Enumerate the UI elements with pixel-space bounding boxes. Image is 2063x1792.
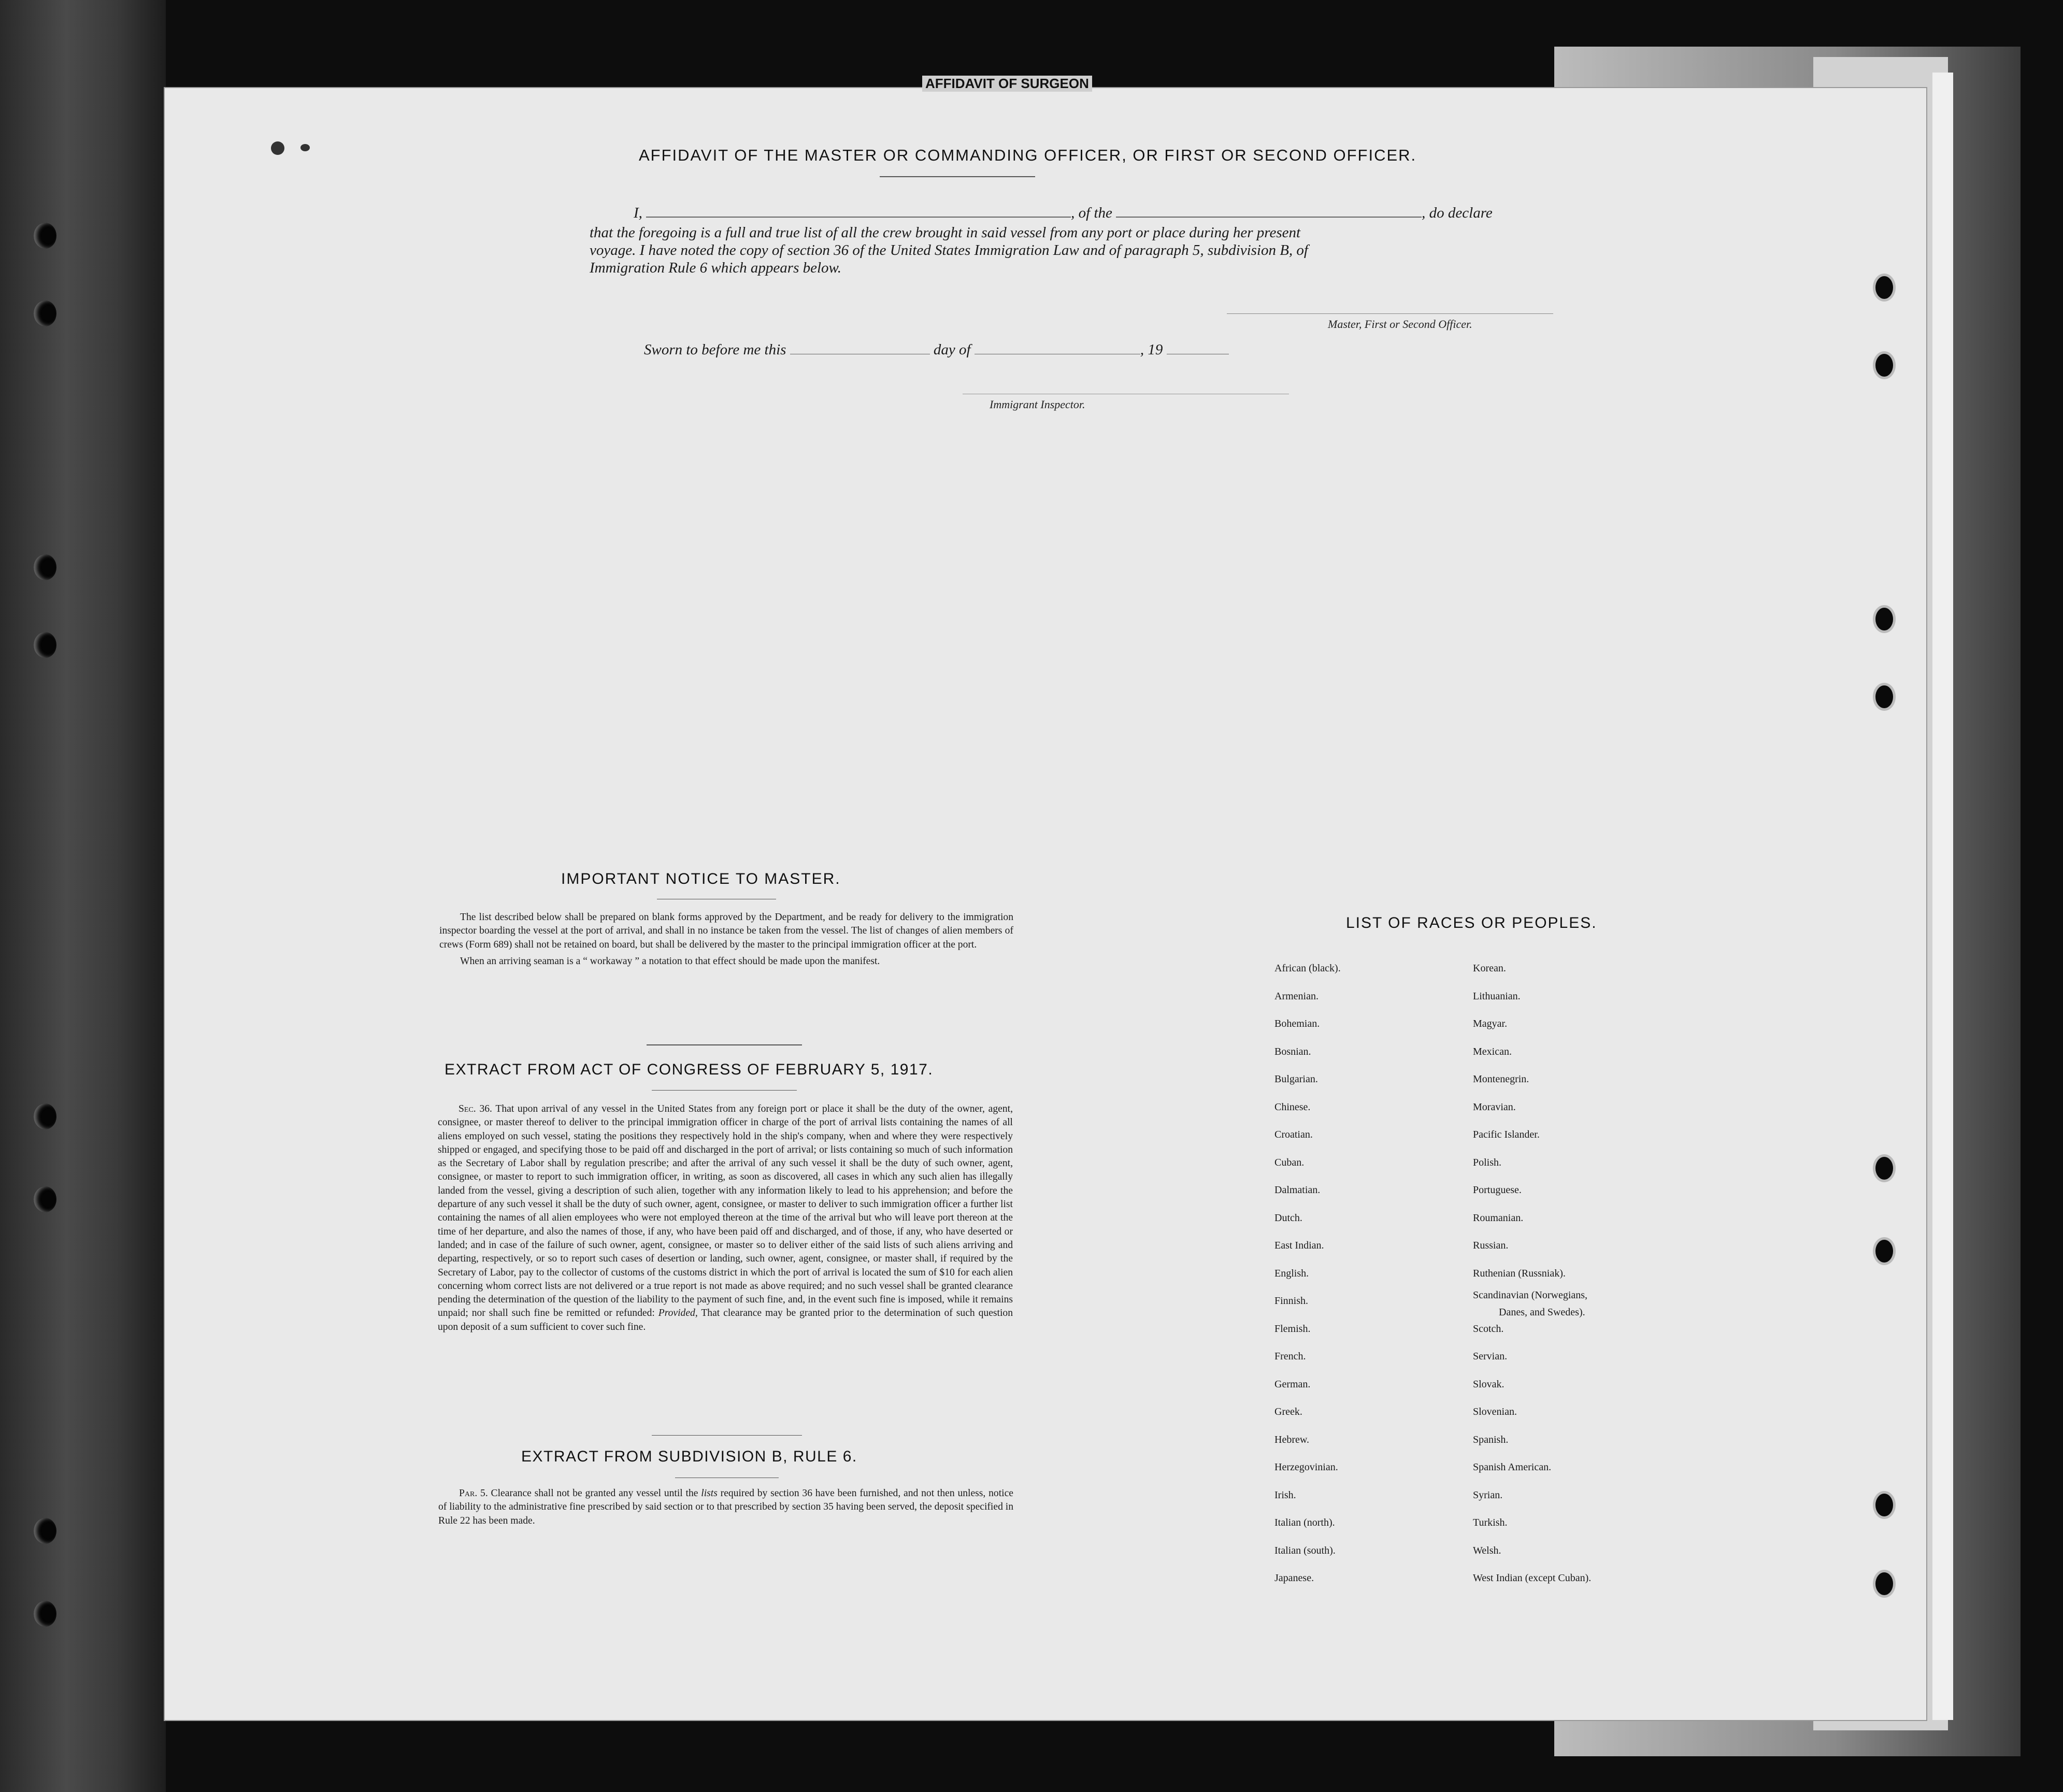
section-label: Sec. 36.: [459, 1103, 492, 1114]
month-blank[interactable]: [975, 340, 1140, 354]
section-36-paragraph: [438, 1102, 1013, 1334]
binder-hole: [34, 1518, 56, 1544]
binder-hole: [34, 1186, 56, 1212]
race-item: Dalmatian.: [1274, 1184, 1321, 1196]
lists-word: lists: [701, 1488, 718, 1499]
race-item: African (black).: [1274, 963, 1341, 974]
race-item: Ruthenian (Russniak).: [1473, 1267, 1566, 1279]
ink-spot: [271, 141, 284, 155]
binder-hole: [34, 1103, 56, 1129]
race-item: Dutch.: [1274, 1212, 1302, 1224]
race-item: Bosnian.: [1274, 1045, 1311, 1057]
race-item: Japanese.: [1274, 1572, 1314, 1584]
race-item: German.: [1274, 1378, 1311, 1390]
year-blank[interactable]: [1167, 340, 1229, 354]
back-page-edge: [1932, 73, 1953, 1720]
affidavit-line-2: that the foregoing is a full and true list of all the crew brought in said vessel from any port or place during her present: [590, 224, 1301, 241]
extract-act-text: [438, 1102, 1013, 1334]
affidavit-of-the-label: , of the: [1071, 205, 1112, 221]
binder-hole: [34, 223, 56, 249]
race-item: Scandinavian (Norwegians,: [1473, 1289, 1588, 1301]
signature-caption: Master, First or Second Officer.: [1328, 318, 1472, 331]
affidavit-title: AFFIDAVIT OF THE MASTER OR COMMANDING OFFICER, OR FIRST OR SECOND OFFICER.: [639, 146, 1417, 164]
notice-paragraph-1: The list described below shall be prepared on blank forms approved by the Department, and be ready for delivery to the immigration inspector boarding the vessel at the port of arrival, and shall in no instance be taken from the vessel. The list of changes of alien members of crews (Form 689) shall not be retained on board, but shall be delivered by the master to the principal immigration officer at the port.: [439, 912, 1013, 950]
race-item: Greek.: [1274, 1406, 1302, 1417]
race-item: Mexican.: [1473, 1045, 1512, 1057]
race-item: Spanish.: [1473, 1433, 1509, 1445]
affidavit-of-surgeon-tab: AFFIDAVIT OF SURGEON: [922, 76, 1092, 92]
notice-title: IMPORTANT NOTICE TO MASTER.: [561, 870, 841, 887]
race-item: Irish.: [1274, 1489, 1296, 1501]
binder-hole: [34, 1601, 56, 1627]
race-item: Scotch.: [1473, 1323, 1504, 1335]
race-item: Hebrew.: [1274, 1433, 1310, 1445]
affidavit-line-4: Immigration Rule 6 which appears below.: [590, 260, 841, 276]
extract-rule-text: [438, 1487, 1013, 1528]
sworn-year: , 19: [1140, 341, 1163, 358]
name-blank[interactable]: [646, 203, 1071, 218]
race-item: Bulgarian.: [1274, 1073, 1318, 1085]
notice-text: [439, 911, 1013, 968]
race-item: Montenegrin.: [1473, 1073, 1529, 1085]
divider: [652, 1435, 802, 1436]
race-item: Moravian.: [1473, 1101, 1516, 1113]
race-item: Slovak.: [1473, 1378, 1505, 1390]
day-blank[interactable]: [790, 340, 930, 354]
race-item: English.: [1274, 1267, 1309, 1279]
race-item: Syrian.: [1473, 1489, 1503, 1501]
divider: [647, 1044, 802, 1045]
signature-line: [1227, 313, 1553, 314]
race-item: Finnish.: [1274, 1295, 1309, 1307]
extract-rule-title: EXTRACT FROM SUBDIVISION B, RULE 6.: [521, 1448, 857, 1465]
extract-act-title: EXTRACT FROM ACT OF CONGRESS OF FEBRUARY 5, 1917.: [445, 1061, 934, 1078]
binder-hole: [34, 632, 56, 658]
race-item: Turkish.: [1473, 1517, 1508, 1528]
race-item: Spanish American.: [1473, 1461, 1552, 1473]
inspector-caption: Immigrant Inspector.: [990, 398, 1085, 411]
punch-hole: [1873, 1154, 1896, 1182]
race-item: Bohemian.: [1274, 1018, 1320, 1029]
race-item: Portuguese.: [1473, 1184, 1522, 1196]
binder-hole: [34, 554, 56, 580]
punch-hole: [1873, 274, 1896, 302]
par-text-b: required by section 36 have been furnished, and not then unless, notice of liability to the administrative fine prescribed by said section or to that prescribed by section 35 having been served, the deposit specified in Rule 22 has been made.: [438, 1488, 1014, 1526]
affidavit-line-1: [634, 203, 1716, 222]
sworn-prefix: Sworn to before me this: [644, 341, 786, 358]
race-item: West Indian (except Cuban).: [1473, 1572, 1592, 1584]
punch-hole: [1873, 1237, 1896, 1265]
punch-hole: [1873, 1491, 1896, 1519]
race-item: Croatian.: [1274, 1129, 1313, 1140]
punch-hole: [1873, 605, 1896, 633]
race-item: Korean.: [1473, 963, 1506, 974]
race-item: Pacific Islander.: [1473, 1129, 1540, 1140]
races-title: LIST OF RACES OR PEOPLES.: [1346, 914, 1597, 931]
sworn-line: [644, 340, 1229, 359]
binder-strip: [0, 0, 166, 1792]
manifest-page: [165, 88, 1926, 1720]
race-item: Danes, and Swedes).: [1499, 1307, 1585, 1318]
race-item: East Indian.: [1274, 1240, 1324, 1251]
divider: [652, 1090, 797, 1091]
punch-hole: [1873, 351, 1896, 379]
race-item: Russian.: [1473, 1240, 1509, 1251]
race-item: Herzegovinian.: [1274, 1461, 1338, 1473]
punch-hole: [1873, 1570, 1896, 1598]
race-item: Servian.: [1473, 1351, 1508, 1362]
sworn-day-of: day of: [933, 341, 971, 358]
par-text-a: Clearance shall not be granted any vessel until the: [491, 1488, 698, 1499]
par-5-paragraph: [438, 1487, 1013, 1528]
section-text-end: That clearance may be granted prior to the determination of such question upon deposit of a sum sufficient to cover such fine.: [438, 1308, 1013, 1332]
race-item: Magyar.: [1473, 1018, 1508, 1029]
race-item: Welsh.: [1473, 1544, 1501, 1556]
binder-hole: [34, 300, 56, 326]
race-item: French.: [1274, 1351, 1306, 1362]
race-item: Italian (south).: [1274, 1544, 1336, 1556]
race-item: Slovenian.: [1473, 1406, 1517, 1417]
par-label: Par. 5.: [459, 1488, 488, 1499]
race-item: Chinese.: [1274, 1101, 1311, 1113]
provided-word: Provided,: [658, 1308, 698, 1319]
punch-hole: [1873, 683, 1896, 711]
race-item: Italian (north).: [1274, 1517, 1335, 1528]
section-text: That upon arrival of any vessel in the United States from any foreign port or place it shall be the duty of the owner, agent, consignee, or master thereof to deliver to the principal immigration officer in charge of the port of arrival lists containing the names of all aliens employed on such vessel, stating the positions they respectively hold in the ship's company, when and where they were respectively shipped or engaged, and specifying those to be paid off and discharged in the port of arrival; or lists containing so much of such information as the Secretary of Labor shall by regulation prescribe; and after the arrival of any such vessel it shall be the duty of such owner, agent, consignee, or master to report to such immigration officer, in writing, as soon as discovered, all cases in which any such alien has illegally landed from the vessel, giving a description of such alien, together with any information likely to lead to his apprehension; and before the departure of any such vessel it shall be the duty of such owner, agent, consignee, or master to deliver to such immigration officer a further list containing the names of all alien employees who were not employed thereon at the time of the arrival but who will leave port thereon at the time of her departure, and also the names of those, if any, who have been paid off and discharged, and of those, if any, who have deserted or landed; and in case of the failure of such owner, agent, consignee, or master so to deliver either of the said lists of such aliens arriving and departing, respectively, or so to report such cases of desertion or landing, such owner, agent, consignee, or master shall, if required by the Secretary of Labor, pay to the collector of customs of the customs district in which the port of arrival is located the sum of $10 for each alien concerning whom correct lists are not delivered or a true report is not made as above required; and no such vessel shall be granted clearance pending the determination of the question of the liability to the payment of such fine, and, in the event such fine is imposed, while it remains unpaid; nor shall such fine be remitted or refunded:: [438, 1103, 1013, 1319]
race-item: Polish.: [1473, 1156, 1502, 1168]
race-item: Armenian.: [1274, 990, 1319, 1002]
race-item: Cuban.: [1274, 1156, 1305, 1168]
affidavit-i-label: I,: [634, 205, 642, 221]
race-item: Flemish.: [1274, 1323, 1311, 1335]
affidavit-line-3: voyage. I have noted the copy of section 36 of the United States Immigration Law and of paragraph 5, subdivision B, of: [590, 242, 1308, 259]
notice-paragraph-2: When an arriving seaman is a “ workaway ” a notation to that effect should be made upon the manifest.: [460, 955, 880, 967]
race-item: Roumanian.: [1473, 1212, 1524, 1224]
race-item: Lithuanian.: [1473, 990, 1521, 1002]
divider: [880, 176, 1035, 177]
ink-spot: [300, 144, 310, 151]
affidavit-do-declare-label: , do declare: [1422, 205, 1493, 221]
vessel-blank[interactable]: [1116, 203, 1422, 218]
